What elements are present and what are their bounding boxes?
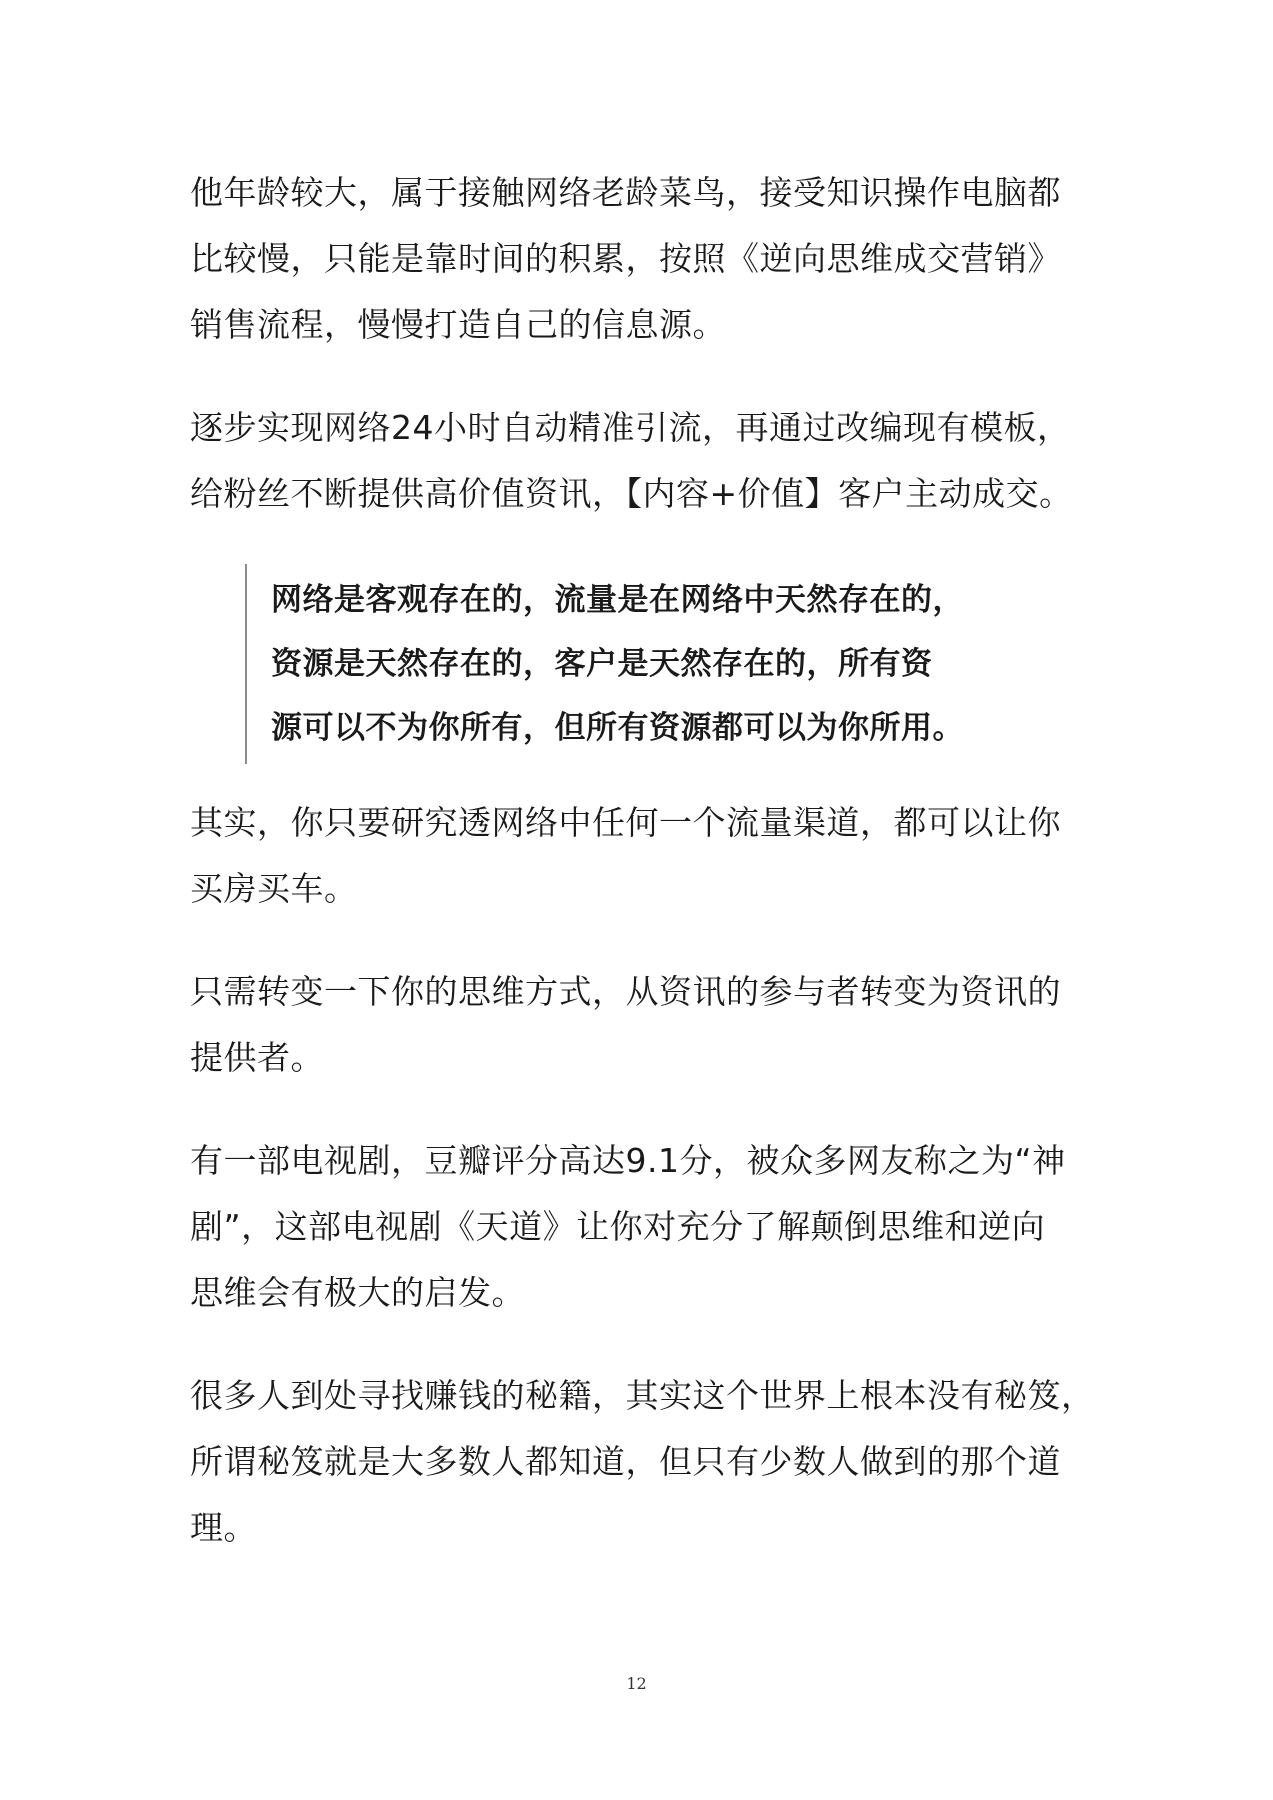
text-line: 剧”，这部电视剧《天道》让你对充分了解颠倒思维和逆向 — [190, 1207, 1046, 1246]
text-line: 销售流程，慢慢打造自己的信息源。 — [190, 305, 726, 344]
paragraph-6 — [190, 1363, 1120, 1561]
text-line: 比较慢，只能是靠时间的积累，按照《逆向思维成交营销》 — [190, 239, 1061, 278]
text-line: 其实，你只要研究透网络中任何一个流量渠道，都可以让你 — [190, 803, 1061, 842]
quote-line: 资源是天然存在的，客户是天然存在的，所有资 — [271, 646, 933, 682]
quote-line: 网络是客观存在的，流量是在网络中天然存在的， — [271, 582, 964, 618]
text-line: 理。 — [190, 1508, 257, 1547]
text-line: 只需转变一下你的思维方式，从资讯的参与者转变为资讯的 — [190, 972, 1061, 1011]
text-line: 有一部电视剧，豆瓣评分高达9.1分，被众多网友称之为“神 — [190, 1141, 1066, 1180]
quote-line: 源可以不为你所有，但所有资源都可以为你所用。 — [271, 710, 964, 746]
block-quote — [245, 564, 1120, 764]
paragraph-2 — [190, 395, 1120, 527]
page-body — [190, 160, 1120, 1598]
page-number: 12 — [626, 1674, 647, 1693]
text-line: 所谓秘笈就是大多数人都知道，但只有少数人做到的那个道 — [190, 1442, 1061, 1481]
paragraph-1 — [190, 160, 1120, 358]
text-line: 思维会有极大的启发。 — [190, 1273, 525, 1312]
text-line: 提供者。 — [190, 1038, 324, 1077]
paragraph-3 — [190, 790, 1120, 922]
paragraph-4 — [190, 959, 1120, 1091]
text-line: 很多人到处寻找赚钱的秘籍，其实这个世界上根本没有秘笈， — [190, 1376, 1095, 1415]
text-line: 逐步实现网络24小时自动精准引流，再通过改编现有模板， — [190, 408, 1071, 447]
text-line: 买房买车。 — [190, 869, 358, 908]
paragraph-5 — [190, 1128, 1120, 1326]
text-line: 给粉丝不断提供高价值资讯，【内容+价值】客户主动成交。 — [190, 474, 1073, 513]
text-line: 他年龄较大，属于接触网络老龄菜鸟，接受知识操作电脑都 — [190, 173, 1061, 212]
